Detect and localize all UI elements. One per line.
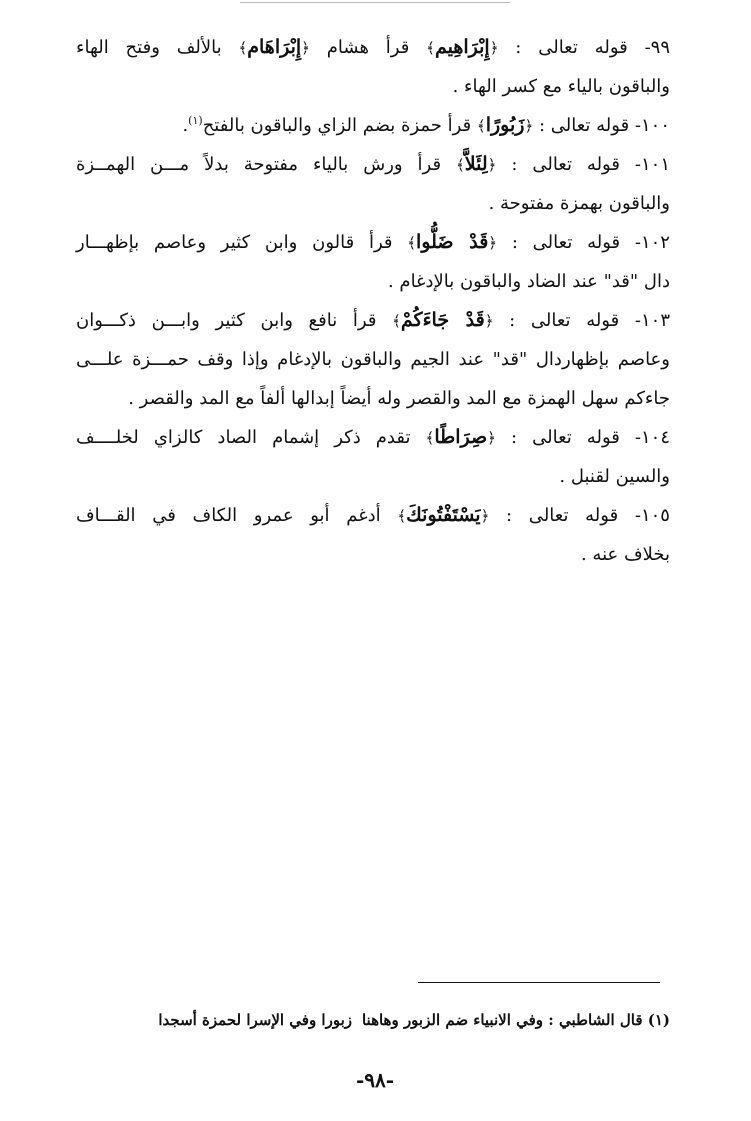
quran-word: إِبْرَاهَام — [247, 36, 302, 58]
entry-text: والباقون بهمزة مفتوحة . — [488, 193, 670, 214]
footnote-first-hemistich: (١) قال الشاطبي : وفي الانبياء ضم الزبور وهاهنا — [361, 1011, 670, 1029]
entry-text: . — [182, 115, 189, 136]
entry — [76, 418, 670, 496]
entry-line — [76, 184, 670, 223]
entry-line — [76, 418, 670, 457]
page-number: -٩٨- — [355, 1068, 395, 1092]
footnote — [100, 1006, 670, 1034]
quran-word: يَسْتَفْتُونَكَ — [406, 504, 481, 526]
top-rule — [240, 2, 510, 3]
quran-bracket: ﴿ — [524, 117, 534, 135]
entry — [76, 28, 670, 106]
entry-text: قرأ ورش بالياء مفتوحة بدلاً مـــن الهمــزة — [76, 154, 456, 175]
entry-text: جاءكم سهل الهمزة مع المد والقصر وله أيضاً إبدالها ألفاً مع المد والقصر . — [128, 388, 670, 409]
quran-bracket: ﴿ — [487, 156, 497, 174]
entry-text: دال "قد" عند الضاد والباقون بالإدغام . — [387, 271, 670, 292]
footnote-reference: (١) — [188, 114, 203, 127]
quran-word: قَدْ ضَلُّوا — [416, 231, 489, 253]
quran-bracket: ﴾ — [392, 312, 401, 330]
entry-text: أدغم أبو عمرو الكاف في القـــاف — [76, 505, 398, 526]
quran-word: صِرَاطًا — [434, 426, 488, 448]
entry-text: ١٠٣- قوله تعالى : — [493, 310, 670, 331]
footnote-second-hemistich: زبورا وفي الإسرا لحمزة أسجدا — [158, 1011, 352, 1029]
entry — [76, 496, 670, 574]
entry-line — [76, 262, 670, 301]
quran-bracket: ﴿ — [301, 39, 310, 57]
quran-bracket: ﴿ — [488, 234, 498, 252]
entry-text: ١٠٠- قوله تعالى : — [533, 115, 670, 136]
entry-text: ١٠١- قوله تعالى : — [496, 154, 670, 175]
entries-list — [76, 28, 670, 574]
entry-text: قرأ نافع وابن كثير وابـــن ذكـــوان — [76, 310, 393, 331]
entry-text: تقدم ذكر إشمام الصاد كالزاي لخلــــف — [76, 427, 426, 448]
quran-bracket: ﴾ — [455, 156, 465, 174]
quran-bracket: ﴾ — [426, 39, 435, 57]
entry — [76, 301, 670, 418]
entry-text: ١٠٤- قوله تعالى : — [495, 427, 670, 448]
quran-word: لِئَلاَّ — [464, 153, 488, 175]
quran-bracket: ﴾ — [425, 429, 435, 447]
entry-text: ١٠٢- قوله تعالى : — [497, 232, 670, 253]
quran-bracket: ﴾ — [397, 507, 407, 525]
entry-text: بالألف وفتح الهاء — [76, 37, 239, 58]
quran-bracket: ﴾ — [407, 234, 417, 252]
entry-text: قرأ هشام — [309, 37, 427, 58]
quran-word: إِبْرَاهِيم — [434, 36, 490, 58]
quran-bracket: ﴾ — [476, 117, 486, 135]
entry-text: قرأ قالون وابن كثير وعاصم بإظهـــار — [76, 232, 408, 253]
entry-line — [76, 67, 670, 106]
entry-line — [76, 496, 670, 535]
quran-bracket: ﴿ — [489, 39, 499, 57]
entry-text: بخلاف عنه . — [580, 544, 670, 565]
entry-line — [76, 301, 670, 340]
entry — [76, 106, 670, 145]
entry-line — [76, 535, 670, 574]
quran-word: زَبُورًا — [485, 114, 525, 136]
quran-word: قَدْ جَاءَكُمْ — [400, 309, 485, 331]
entry-text: ٩٩- قوله تعالى : — [498, 37, 670, 58]
footnote-separator — [418, 982, 660, 983]
entry-line — [76, 379, 670, 418]
quran-bracket: ﴿ — [484, 312, 494, 330]
entry — [76, 223, 670, 301]
entry-line — [76, 457, 670, 496]
entry — [76, 145, 670, 223]
entry-line — [76, 145, 670, 184]
entry-text: ١٠٥- قوله تعالى : — [489, 505, 670, 526]
quran-bracket: ﴿ — [487, 429, 496, 447]
quran-bracket: ﴾ — [238, 39, 248, 57]
entry-text: قرأ حمزة بضم الزاي والباقون بالفتح — [202, 115, 477, 136]
entry-line — [76, 28, 670, 67]
quran-bracket: ﴿ — [480, 507, 490, 525]
entry-line — [76, 223, 670, 262]
entry-text: والسين لقنبل . — [559, 466, 670, 487]
entry-text: والباقون بالياء مع كسر الهاء . — [452, 76, 670, 97]
entry-line — [76, 340, 670, 379]
entry-line — [76, 106, 670, 145]
entry-text: وعاصم بإظهاردال "قد" عند الجيم والباقون بالإدغام وإذا وقف حمـــزة علـــى — [76, 349, 670, 370]
